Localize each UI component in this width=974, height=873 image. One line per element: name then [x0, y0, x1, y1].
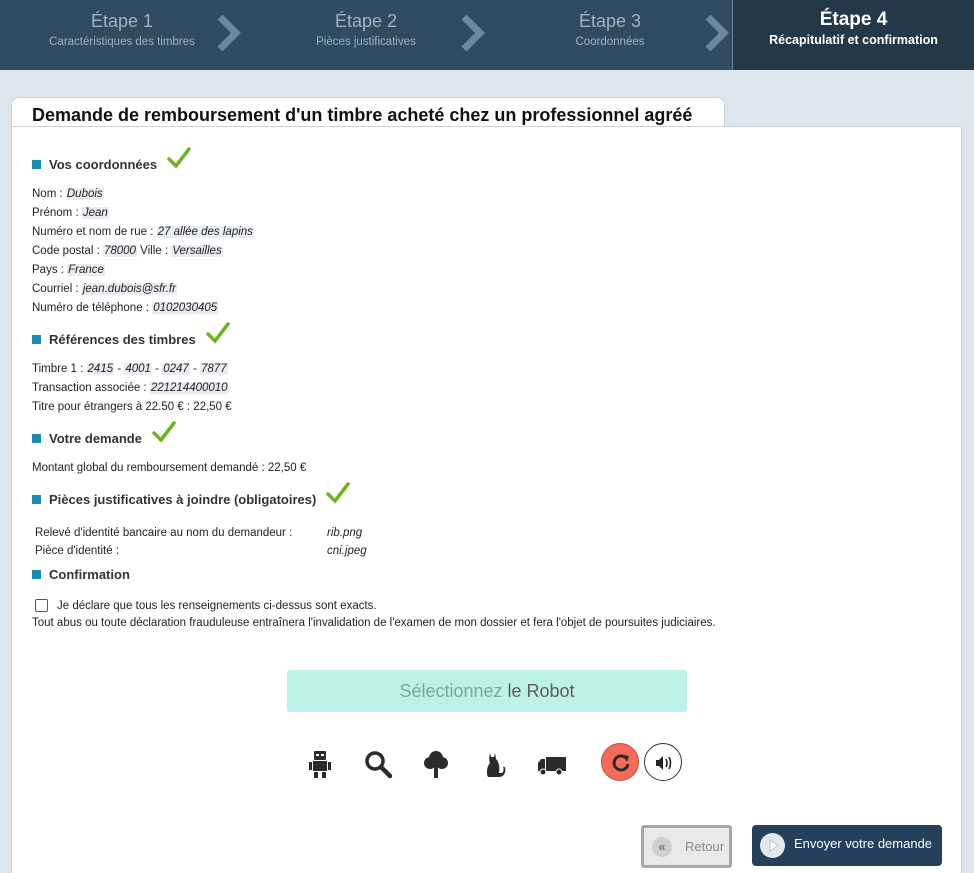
nom-label: Nom : [32, 188, 66, 200]
section-demande [32, 427, 176, 449]
play-triangle-icon [760, 833, 785, 858]
timbre-part: 0247 [163, 363, 189, 375]
bullet-square-icon [32, 434, 41, 443]
truck-icon[interactable] [537, 749, 567, 779]
step-2-title: Étape 2 [334, 11, 398, 31]
courriel-value: jean.dubois@sfr.fr [82, 283, 176, 295]
step-1 [0, 0, 244, 70]
step-2-subtitle: Pièces justificatives [316, 36, 416, 48]
page-title-tab [11, 97, 725, 127]
rue-value: 27 allée des lapins [157, 226, 253, 238]
section-heading: Références des timbres [49, 331, 196, 347]
play-icon [760, 833, 785, 858]
prenom-row [32, 207, 109, 219]
refresh-icon [602, 744, 640, 782]
fraud-warning-text: Tout abus ou toute déclaration frauduleuse entraînera l'invalidation de l'examen de mon dossier et fera l'objet de poursuites judiciaires. [32, 617, 716, 629]
timbre-separator: - [151, 363, 163, 375]
step-3-subtitle: Coordonnées [575, 36, 645, 48]
captcha-prompt-text: Sélectionnez [399, 681, 508, 701]
back-button[interactable] [641, 825, 732, 868]
timbre-separator: - [114, 363, 125, 375]
tel-value: 0102030405 [153, 302, 218, 314]
doc-filename: cni.jpeg [327, 545, 367, 557]
section-coordonnees [32, 153, 191, 175]
code-postal-row [32, 245, 223, 257]
captcha-refresh-button[interactable] [601, 743, 639, 781]
ville-label: Ville : [136, 245, 172, 257]
timbre-label: Timbre 1 : [32, 363, 87, 375]
checkmark-icon [206, 322, 230, 344]
section-heading: Pièces justificatives à joindre (obligatoires) [49, 491, 317, 507]
chevron-right-icon [460, 15, 486, 51]
tree-icon[interactable] [421, 749, 451, 779]
captcha-target: le Robot [507, 681, 575, 701]
bullet-square-icon [32, 570, 41, 579]
cp-label: Code postal : [32, 245, 103, 257]
submit-request-button[interactable] [752, 825, 942, 866]
step-3 [488, 0, 732, 70]
courriel-row [32, 283, 177, 295]
section-heading: Votre demande [49, 430, 142, 446]
bullet-square-icon [32, 335, 41, 344]
page-title: Demande de remboursement d'un timbre acheté chez un professionnel agréé [32, 105, 693, 125]
step-4-subtitle: Récapitulatif et confirmation [769, 33, 938, 47]
step-1-title: Étape 1 [90, 11, 154, 31]
double-chevron-left-icon: « [652, 837, 672, 857]
robot-icon[interactable] [305, 749, 335, 779]
timbre-part: 7877 [201, 363, 227, 375]
rue-row [32, 226, 254, 238]
section-confirmation [32, 567, 130, 582]
doc-label: Pièce d'identité : [35, 545, 120, 557]
section-heading: Vos coordonnées [49, 156, 158, 172]
doc-filename: rib.png [327, 527, 363, 539]
timbre-row [32, 363, 228, 375]
montant-row: Montant global du remboursement demandé : 22,50 € [32, 462, 307, 474]
bullet-square-icon [32, 495, 41, 504]
captcha-audio-button[interactable] [644, 743, 682, 781]
transaction-label: Transaction associée : [32, 382, 150, 394]
nom-row [32, 188, 104, 200]
back-button-label: Retour [685, 839, 725, 854]
bullet-square-icon [32, 160, 41, 169]
section-references [32, 328, 230, 350]
nom-value: Dubois [66, 188, 103, 200]
cp-value: 78000 [103, 245, 136, 257]
chevron-right-icon [216, 15, 242, 51]
titre-row: Titre pour étrangers à 22.50 € : 22,50 € [32, 401, 232, 413]
confirmation-checkbox-label[interactable]: Je déclare que tous les renseignements ci-dessus sont exacts. [57, 600, 377, 612]
transaction-row [32, 382, 229, 394]
section-heading: Confirmation [49, 567, 130, 582]
timbre-part: 2415 [87, 363, 114, 375]
pays-value: France [68, 264, 104, 276]
search-icon[interactable] [363, 749, 393, 779]
courriel-label: Courriel : [32, 283, 82, 295]
step-2 [244, 0, 488, 70]
captcha-prompt [287, 670, 687, 712]
cat-icon[interactable] [479, 749, 509, 779]
ville-value: Versailles [172, 245, 222, 257]
pays-row [32, 264, 105, 276]
prenom-label: Prénom : [32, 207, 82, 219]
section-pieces [32, 488, 350, 510]
chevron-right-icon [704, 15, 730, 51]
rue-label: Numéro et nom de rue : [32, 226, 157, 238]
telephone-row [32, 302, 218, 314]
checkmark-icon [326, 482, 350, 504]
step-4-title: Étape 4 [819, 9, 888, 30]
step-1-subtitle: Caractéristiques des timbres [49, 36, 195, 48]
step-3-title: Étape 3 [578, 11, 642, 31]
doc-label: Relevé d'identité bancaire au nom du demandeur : [35, 527, 293, 539]
step-4-active [732, 0, 974, 70]
prenom-value: Jean [82, 207, 108, 219]
pays-label: Pays : [32, 264, 68, 276]
checkmark-icon [167, 147, 191, 169]
speaker-icon [645, 744, 683, 782]
submit-request-label: Envoyer votre demande [794, 836, 933, 851]
timbre-part: 4001 [125, 363, 151, 375]
timbre-separator: - [189, 363, 201, 375]
confirmation-checkbox[interactable] [35, 599, 48, 612]
transaction-value: 221214400010 [150, 382, 228, 394]
step-progress-bar [0, 0, 974, 70]
checkmark-icon [152, 421, 176, 443]
tel-label: Numéro de téléphone : [32, 302, 153, 314]
